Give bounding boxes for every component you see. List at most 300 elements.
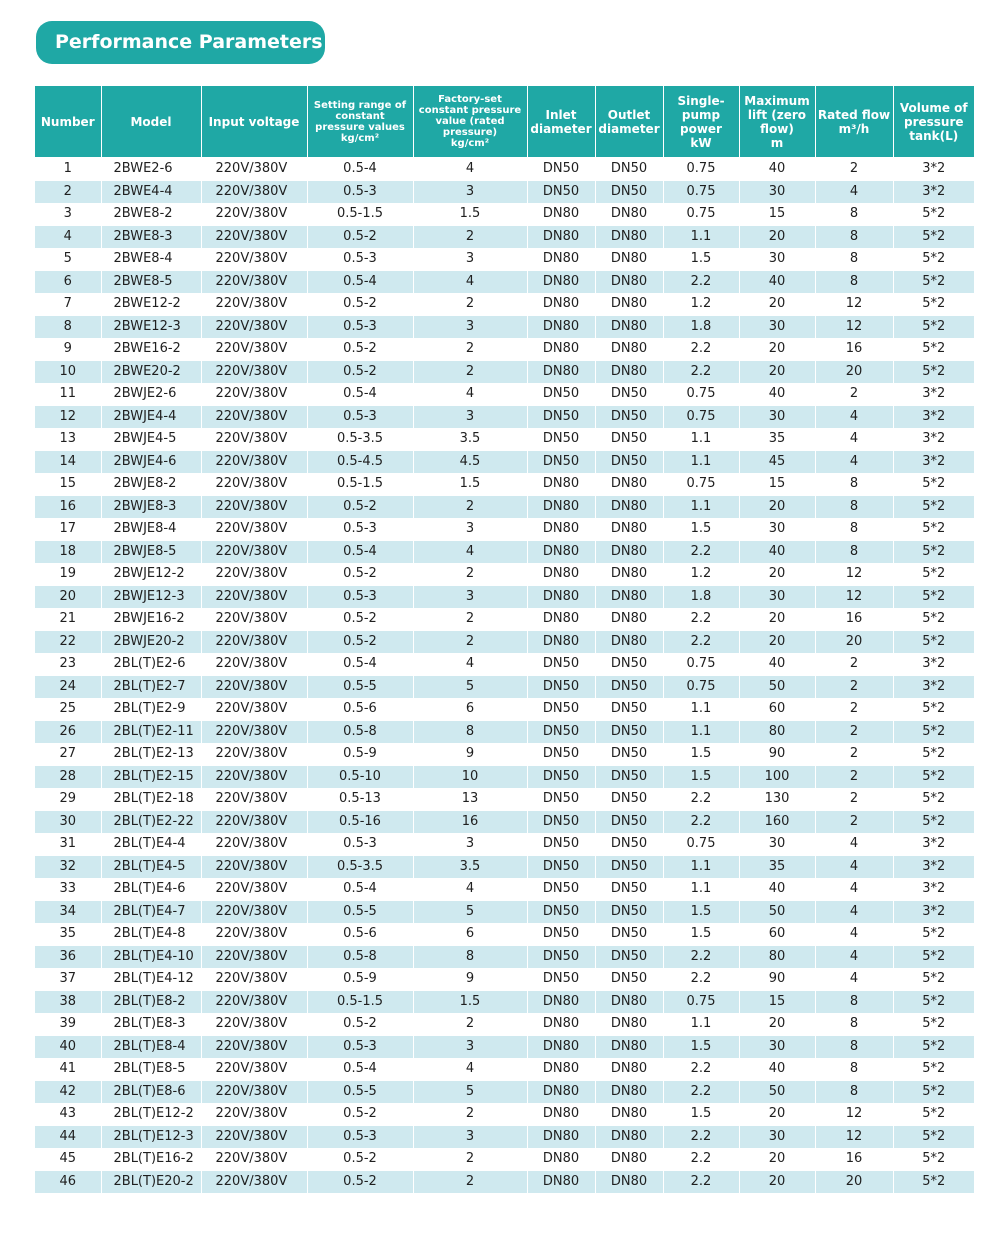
- inlet-cell: DN80: [527, 1036, 595, 1059]
- power-cell: 0.75: [663, 203, 739, 226]
- model-cell: 2BWE8-2: [101, 203, 201, 226]
- factory-pressure-cell: 2: [413, 563, 527, 586]
- voltage-cell: 220V/380V: [201, 406, 307, 429]
- inlet-cell: DN80: [527, 361, 595, 384]
- table-row: [35, 811, 974, 834]
- voltage-cell: 220V/380V: [201, 923, 307, 946]
- power-cell: 1.1: [663, 721, 739, 744]
- max-lift-cell: 30: [739, 316, 815, 339]
- header-label: Volume of pressure tank(L): [899, 100, 968, 143]
- rated-flow-cell: 4: [815, 406, 893, 429]
- setting-range-cell: 0.5-6: [307, 923, 413, 946]
- setting-range-cell: 0.5-2: [307, 563, 413, 586]
- model-cell: 2BL(T)E2-7: [101, 676, 201, 699]
- inlet-cell: DN80: [527, 631, 595, 654]
- power-cell: 2.2: [663, 968, 739, 991]
- inlet-cell: DN80: [527, 541, 595, 564]
- factory-pressure-cell: 4: [413, 383, 527, 406]
- outlet-cell: DN80: [595, 631, 663, 654]
- voltage-cell: 220V/380V: [201, 1013, 307, 1036]
- setting-range-cell: 0.5-13: [307, 788, 413, 811]
- table-row: [35, 1126, 974, 1149]
- outlet-cell: DN50: [595, 946, 663, 969]
- model-cell: 2BWJE8-5: [101, 541, 201, 564]
- col-rated-flow-header: [815, 86, 893, 158]
- setting-range-cell: 0.5-2: [307, 1171, 413, 1194]
- factory-pressure-cell: 3: [413, 518, 527, 541]
- max-lift-cell: 20: [739, 563, 815, 586]
- max-lift-cell: 80: [739, 946, 815, 969]
- tank-volume-cell: 5*2: [893, 1126, 974, 1149]
- voltage-cell: 220V/380V: [201, 1036, 307, 1059]
- number-cell: 8: [35, 316, 101, 339]
- tank-volume-cell: 5*2: [893, 1013, 974, 1036]
- setting-range-cell: 0.5-1.5: [307, 203, 413, 226]
- header-unit: m³/h: [838, 121, 870, 136]
- power-cell: 2.2: [663, 361, 739, 384]
- setting-range-cell: 0.5-3: [307, 586, 413, 609]
- number-cell: 2: [35, 181, 101, 204]
- inlet-cell: DN50: [527, 743, 595, 766]
- voltage-cell: 220V/380V: [201, 1171, 307, 1194]
- voltage-cell: 220V/380V: [201, 158, 307, 181]
- table-row: [35, 608, 974, 631]
- table-row: [35, 1081, 974, 1104]
- voltage-cell: 220V/380V: [201, 473, 307, 496]
- inlet-cell: DN50: [527, 923, 595, 946]
- model-cell: 2BWE8-5: [101, 271, 201, 294]
- rated-flow-cell: 8: [815, 203, 893, 226]
- max-lift-cell: 160: [739, 811, 815, 834]
- number-cell: 45: [35, 1148, 101, 1171]
- table-body: [35, 158, 974, 1194]
- tank-volume-cell: 3*2: [893, 383, 974, 406]
- power-cell: 0.75: [663, 676, 739, 699]
- factory-pressure-cell: 8: [413, 721, 527, 744]
- rated-flow-cell: 2: [815, 158, 893, 181]
- inlet-cell: DN80: [527, 1126, 595, 1149]
- voltage-cell: 220V/380V: [201, 541, 307, 564]
- tank-volume-cell: 5*2: [893, 991, 974, 1014]
- table-row: [35, 901, 974, 924]
- factory-pressure-cell: 3.5: [413, 856, 527, 879]
- power-cell: 2.2: [663, 271, 739, 294]
- number-cell: 41: [35, 1058, 101, 1081]
- voltage-cell: 220V/380V: [201, 743, 307, 766]
- power-cell: 1.1: [663, 878, 739, 901]
- voltage-cell: 220V/380V: [201, 901, 307, 924]
- tank-volume-cell: 5*2: [893, 563, 974, 586]
- table-row: [35, 766, 974, 789]
- outlet-cell: DN80: [595, 496, 663, 519]
- rated-flow-cell: 2: [815, 811, 893, 834]
- inlet-cell: DN80: [527, 586, 595, 609]
- factory-pressure-cell: 2: [413, 496, 527, 519]
- setting-range-cell: 0.5-1.5: [307, 473, 413, 496]
- outlet-cell: DN50: [595, 811, 663, 834]
- max-lift-cell: 30: [739, 833, 815, 856]
- model-cell: 2BL(T)E2-18: [101, 788, 201, 811]
- number-cell: 6: [35, 271, 101, 294]
- max-lift-cell: 15: [739, 473, 815, 496]
- voltage-cell: 220V/380V: [201, 338, 307, 361]
- header-label: Number: [40, 114, 95, 129]
- max-lift-cell: 40: [739, 878, 815, 901]
- outlet-cell: DN50: [595, 181, 663, 204]
- model-cell: 2BL(T)E16-2: [101, 1148, 201, 1171]
- inlet-cell: DN80: [527, 1171, 595, 1194]
- power-cell: 1.1: [663, 698, 739, 721]
- voltage-cell: 220V/380V: [201, 451, 307, 474]
- header-label: Maximum lift (zero flow): [744, 93, 810, 136]
- max-lift-cell: 20: [739, 226, 815, 249]
- model-cell: 2BL(T)E2-6: [101, 653, 201, 676]
- table-row: [35, 271, 974, 294]
- tank-volume-cell: 3*2: [893, 181, 974, 204]
- number-cell: 1: [35, 158, 101, 181]
- voltage-cell: 220V/380V: [201, 991, 307, 1014]
- number-cell: 9: [35, 338, 101, 361]
- rated-flow-cell: 12: [815, 563, 893, 586]
- power-cell: 0.75: [663, 833, 739, 856]
- setting-range-cell: 0.5-3: [307, 406, 413, 429]
- model-cell: 2BWJE4-4: [101, 406, 201, 429]
- number-cell: 37: [35, 968, 101, 991]
- setting-range-cell: 0.5-4: [307, 383, 413, 406]
- inlet-cell: DN80: [527, 518, 595, 541]
- rated-flow-cell: 12: [815, 1126, 893, 1149]
- tank-volume-cell: 5*2: [893, 968, 974, 991]
- factory-pressure-cell: 1.5: [413, 473, 527, 496]
- setting-range-cell: 0.5-3: [307, 181, 413, 204]
- power-cell: 2.2: [663, 608, 739, 631]
- setting-range-cell: 0.5-2: [307, 1103, 413, 1126]
- setting-range-cell: 0.5-9: [307, 968, 413, 991]
- number-cell: 32: [35, 856, 101, 879]
- max-lift-cell: 130: [739, 788, 815, 811]
- setting-range-cell: 0.5-2: [307, 226, 413, 249]
- header-label: Single-pump power: [677, 93, 725, 136]
- outlet-cell: DN50: [595, 158, 663, 181]
- tank-volume-cell: 5*2: [893, 338, 974, 361]
- max-lift-cell: 30: [739, 518, 815, 541]
- max-lift-cell: 20: [739, 361, 815, 384]
- tank-volume-cell: 5*2: [893, 923, 974, 946]
- inlet-cell: DN50: [527, 698, 595, 721]
- tank-volume-cell: 5*2: [893, 361, 974, 384]
- rated-flow-cell: 2: [815, 721, 893, 744]
- power-cell: 1.1: [663, 856, 739, 879]
- outlet-cell: DN50: [595, 428, 663, 451]
- setting-range-cell: 0.5-6: [307, 698, 413, 721]
- power-cell: 0.75: [663, 181, 739, 204]
- inlet-cell: DN80: [527, 248, 595, 271]
- max-lift-cell: 40: [739, 383, 815, 406]
- power-cell: 0.75: [663, 473, 739, 496]
- outlet-cell: DN80: [595, 563, 663, 586]
- header-label: Rated flow: [817, 107, 891, 122]
- max-lift-cell: 30: [739, 586, 815, 609]
- header-label: Factory-set constant pressure value (rated pressure): [418, 94, 522, 138]
- setting-range-cell: 0.5-2: [307, 338, 413, 361]
- voltage-cell: 220V/380V: [201, 631, 307, 654]
- voltage-cell: 220V/380V: [201, 653, 307, 676]
- rated-flow-cell: 12: [815, 293, 893, 316]
- voltage-cell: 220V/380V: [201, 721, 307, 744]
- rated-flow-cell: 4: [815, 878, 893, 901]
- table-row: [35, 1036, 974, 1059]
- factory-pressure-cell: 9: [413, 968, 527, 991]
- voltage-cell: 220V/380V: [201, 1103, 307, 1126]
- inlet-cell: DN50: [527, 721, 595, 744]
- power-cell: 1.1: [663, 428, 739, 451]
- power-cell: 2.2: [663, 1148, 739, 1171]
- rated-flow-cell: 16: [815, 608, 893, 631]
- model-cell: 2BWE12-3: [101, 316, 201, 339]
- tank-volume-cell: 3*2: [893, 856, 974, 879]
- rated-flow-cell: 4: [815, 428, 893, 451]
- rated-flow-cell: 4: [815, 946, 893, 969]
- max-lift-cell: 40: [739, 271, 815, 294]
- model-cell: 2BL(T)E2-22: [101, 811, 201, 834]
- setting-range-cell: 0.5-4: [307, 878, 413, 901]
- setting-range-cell: 0.5-2: [307, 496, 413, 519]
- tank-volume-cell: 5*2: [893, 541, 974, 564]
- tank-volume-cell: 5*2: [893, 518, 974, 541]
- factory-pressure-cell: 3: [413, 316, 527, 339]
- inlet-cell: DN80: [527, 496, 595, 519]
- inlet-cell: DN50: [527, 968, 595, 991]
- tank-volume-cell: 5*2: [893, 788, 974, 811]
- factory-pressure-cell: 4: [413, 271, 527, 294]
- model-cell: 2BWJE2-6: [101, 383, 201, 406]
- rated-flow-cell: 4: [815, 923, 893, 946]
- max-lift-cell: 20: [739, 1103, 815, 1126]
- table-row: [35, 203, 974, 226]
- max-lift-cell: 20: [739, 1013, 815, 1036]
- factory-pressure-cell: 4: [413, 1058, 527, 1081]
- factory-pressure-cell: 2: [413, 1171, 527, 1194]
- setting-range-cell: 0.5-9: [307, 743, 413, 766]
- outlet-cell: DN50: [595, 743, 663, 766]
- model-cell: 2BWJE4-5: [101, 428, 201, 451]
- power-cell: 1.5: [663, 1103, 739, 1126]
- col-single-pump-power-header: [663, 86, 739, 158]
- header-unit: m: [770, 135, 784, 150]
- max-lift-cell: 90: [739, 743, 815, 766]
- tank-volume-cell: 3*2: [893, 406, 974, 429]
- voltage-cell: 220V/380V: [201, 698, 307, 721]
- inlet-cell: DN80: [527, 203, 595, 226]
- rated-flow-cell: 8: [815, 1081, 893, 1104]
- factory-pressure-cell: 2: [413, 1013, 527, 1036]
- performance-table: [35, 86, 974, 1193]
- model-cell: 2BL(T)E4-7: [101, 901, 201, 924]
- tank-volume-cell: 5*2: [893, 946, 974, 969]
- factory-pressure-cell: 2: [413, 1103, 527, 1126]
- rated-flow-cell: 8: [815, 541, 893, 564]
- model-cell: 2BWJE12-2: [101, 563, 201, 586]
- power-cell: 0.75: [663, 158, 739, 181]
- factory-pressure-cell: 10: [413, 766, 527, 789]
- factory-pressure-cell: 4.5: [413, 451, 527, 474]
- voltage-cell: 220V/380V: [201, 226, 307, 249]
- inlet-cell: DN80: [527, 293, 595, 316]
- outlet-cell: DN80: [595, 1171, 663, 1194]
- outlet-cell: DN80: [595, 518, 663, 541]
- table-row: [35, 653, 974, 676]
- outlet-cell: DN80: [595, 608, 663, 631]
- table-row: [35, 586, 974, 609]
- model-cell: 2BL(T)E4-4: [101, 833, 201, 856]
- inlet-cell: DN50: [527, 428, 595, 451]
- setting-range-cell: 0.5-3: [307, 1126, 413, 1149]
- max-lift-cell: 20: [739, 631, 815, 654]
- outlet-cell: DN50: [595, 968, 663, 991]
- factory-pressure-cell: 5: [413, 676, 527, 699]
- inlet-cell: DN50: [527, 676, 595, 699]
- model-cell: 2BWE4-4: [101, 181, 201, 204]
- max-lift-cell: 20: [739, 1148, 815, 1171]
- factory-pressure-cell: 2: [413, 631, 527, 654]
- factory-pressure-cell: 3: [413, 1036, 527, 1059]
- voltage-cell: 220V/380V: [201, 248, 307, 271]
- power-cell: 1.1: [663, 1013, 739, 1036]
- outlet-cell: DN80: [595, 1013, 663, 1036]
- outlet-cell: DN80: [595, 1058, 663, 1081]
- number-cell: 44: [35, 1126, 101, 1149]
- tank-volume-cell: 5*2: [893, 1103, 974, 1126]
- number-cell: 17: [35, 518, 101, 541]
- setting-range-cell: 0.5-3: [307, 316, 413, 339]
- power-cell: 1.8: [663, 316, 739, 339]
- setting-range-cell: 0.5-5: [307, 1081, 413, 1104]
- table-row: [35, 428, 974, 451]
- table-row: [35, 316, 974, 339]
- factory-pressure-cell: 5: [413, 1081, 527, 1104]
- tank-volume-cell: 3*2: [893, 653, 974, 676]
- table-row: [35, 226, 974, 249]
- tank-volume-cell: 5*2: [893, 1171, 974, 1194]
- tank-volume-cell: 5*2: [893, 226, 974, 249]
- power-cell: 1.5: [663, 1036, 739, 1059]
- outlet-cell: DN50: [595, 383, 663, 406]
- outlet-cell: DN80: [595, 991, 663, 1014]
- inlet-cell: DN80: [527, 563, 595, 586]
- table-row: [35, 878, 974, 901]
- rated-flow-cell: 20: [815, 1171, 893, 1194]
- setting-range-cell: 0.5-5: [307, 901, 413, 924]
- model-cell: 2BL(T)E2-9: [101, 698, 201, 721]
- inlet-cell: DN50: [527, 653, 595, 676]
- rated-flow-cell: 8: [815, 1013, 893, 1036]
- inlet-cell: DN50: [527, 158, 595, 181]
- max-lift-cell: 30: [739, 406, 815, 429]
- number-cell: 46: [35, 1171, 101, 1194]
- max-lift-cell: 20: [739, 293, 815, 316]
- factory-pressure-cell: 3: [413, 1126, 527, 1149]
- col-inlet-diameter-header: [527, 86, 595, 158]
- table-row: [35, 496, 974, 519]
- number-cell: 5: [35, 248, 101, 271]
- rated-flow-cell: 16: [815, 1148, 893, 1171]
- factory-pressure-cell: 3.5: [413, 428, 527, 451]
- power-cell: 1.2: [663, 563, 739, 586]
- tank-volume-cell: 3*2: [893, 878, 974, 901]
- rated-flow-cell: 2: [815, 766, 893, 789]
- model-cell: 2BWJE8-3: [101, 496, 201, 519]
- max-lift-cell: 50: [739, 901, 815, 924]
- max-lift-cell: 30: [739, 1126, 815, 1149]
- inlet-cell: DN50: [527, 383, 595, 406]
- outlet-cell: DN80: [595, 226, 663, 249]
- outlet-cell: DN80: [595, 338, 663, 361]
- tank-volume-cell: 3*2: [893, 676, 974, 699]
- model-cell: 2BWE8-3: [101, 226, 201, 249]
- table-row: [35, 1013, 974, 1036]
- header-label: Model: [130, 114, 172, 129]
- header-unit: kg/cm²: [340, 132, 380, 144]
- header-unit: kg/cm²: [450, 138, 490, 149]
- voltage-cell: 220V/380V: [201, 293, 307, 316]
- rated-flow-cell: 4: [815, 856, 893, 879]
- outlet-cell: DN50: [595, 698, 663, 721]
- setting-range-cell: 0.5-16: [307, 811, 413, 834]
- power-cell: 1.8: [663, 586, 739, 609]
- model-cell: 2BL(T)E2-11: [101, 721, 201, 744]
- number-cell: 13: [35, 428, 101, 451]
- power-cell: 2.2: [663, 1126, 739, 1149]
- outlet-cell: DN80: [595, 1036, 663, 1059]
- rated-flow-cell: 8: [815, 473, 893, 496]
- table-row: [35, 451, 974, 474]
- rated-flow-cell: 4: [815, 833, 893, 856]
- outlet-cell: DN50: [595, 451, 663, 474]
- outlet-cell: DN80: [595, 1103, 663, 1126]
- max-lift-cell: 90: [739, 968, 815, 991]
- rated-flow-cell: 8: [815, 271, 893, 294]
- rated-flow-cell: 16: [815, 338, 893, 361]
- rated-flow-cell: 2: [815, 698, 893, 721]
- inlet-cell: DN50: [527, 451, 595, 474]
- tank-volume-cell: 5*2: [893, 1148, 974, 1171]
- setting-range-cell: 0.5-3: [307, 518, 413, 541]
- power-cell: 1.5: [663, 901, 739, 924]
- factory-pressure-cell: 2: [413, 226, 527, 249]
- setting-range-cell: 0.5-3.5: [307, 856, 413, 879]
- rated-flow-cell: 12: [815, 586, 893, 609]
- inlet-cell: DN80: [527, 1148, 595, 1171]
- power-cell: 2.2: [663, 1171, 739, 1194]
- inlet-cell: DN80: [527, 338, 595, 361]
- power-cell: 2.2: [663, 788, 739, 811]
- power-cell: 1.5: [663, 743, 739, 766]
- max-lift-cell: 100: [739, 766, 815, 789]
- number-cell: 20: [35, 586, 101, 609]
- setting-range-cell: 0.5-2: [307, 631, 413, 654]
- tank-volume-cell: 5*2: [893, 496, 974, 519]
- voltage-cell: 220V/380V: [201, 383, 307, 406]
- outlet-cell: DN50: [595, 406, 663, 429]
- model-cell: 2BWE8-4: [101, 248, 201, 271]
- table-row: [35, 1103, 974, 1126]
- setting-range-cell: 0.5-4: [307, 541, 413, 564]
- header-label: Setting range of constant pressure values: [313, 99, 407, 133]
- table-row: [35, 383, 974, 406]
- outlet-cell: DN80: [595, 203, 663, 226]
- header-label: Inlet diameter: [530, 107, 592, 136]
- model-cell: 2BL(T)E12-2: [101, 1103, 201, 1126]
